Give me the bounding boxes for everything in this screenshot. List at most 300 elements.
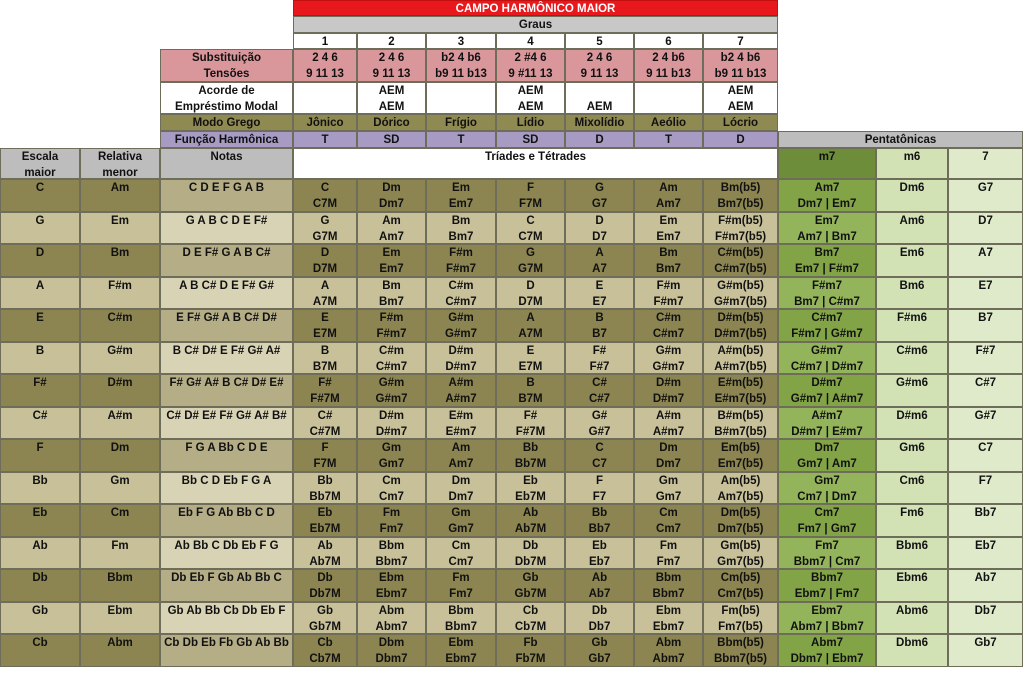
chord-cell bbox=[634, 472, 703, 504]
chord-cell bbox=[634, 244, 703, 277]
chord-cell bbox=[634, 407, 703, 439]
major-key-cell bbox=[0, 309, 80, 342]
chord-cell bbox=[496, 374, 565, 407]
pentatonic-m7-primary: Am7 bbox=[814, 182, 840, 194]
triad-text: A#m bbox=[656, 410, 681, 422]
tetrad-text: C#m7 bbox=[445, 296, 477, 308]
aem-text: AEM bbox=[727, 101, 754, 113]
pentatonic-m6-text: Am6 bbox=[899, 215, 925, 227]
pentatonic-m7-secondary: Em7 | F#m7 bbox=[795, 263, 859, 275]
degree-number bbox=[565, 33, 634, 49]
pentatonic-m7-primary: G#m7 bbox=[811, 345, 843, 357]
triad-text: G#m bbox=[448, 312, 474, 324]
pentatonic-m7-cell bbox=[778, 537, 876, 569]
pentatonic-m7-cell bbox=[778, 244, 876, 277]
triad-text: Ab bbox=[522, 507, 539, 519]
aem-cell bbox=[293, 82, 357, 114]
pentatonic-m7-secondary: Bm7 | C#m7 bbox=[794, 296, 860, 308]
chord-cell bbox=[426, 212, 496, 244]
chord-cell bbox=[565, 277, 634, 309]
tetrad-text: Ebm7 bbox=[445, 653, 477, 665]
chord-cell bbox=[565, 374, 634, 407]
header-triads-text: Tríades e Tétrades bbox=[485, 151, 586, 163]
pentatonic-m7-secondary: F#m7 | G#m7 bbox=[791, 328, 863, 340]
tetrad-text: Dm7 bbox=[379, 198, 404, 210]
pentatonic-seven-text: G#7 bbox=[974, 410, 997, 422]
triad-text: Cb bbox=[522, 605, 539, 617]
chord-cell bbox=[426, 537, 496, 569]
tetrad-text: Abm7 bbox=[652, 653, 685, 665]
chord-cell bbox=[565, 342, 634, 374]
triad-text: B bbox=[595, 312, 604, 324]
triad-text: Gb bbox=[591, 637, 608, 649]
pentatonic-m7-cell bbox=[778, 309, 876, 342]
scale-notes-cell bbox=[160, 634, 293, 667]
triad-text: C#m bbox=[656, 312, 681, 324]
tetrad-text: B7M bbox=[312, 361, 338, 373]
substitution-text: b2 4 b6 bbox=[720, 52, 761, 64]
tetrad-text: D#m7 bbox=[652, 393, 685, 405]
tetrad-text: Cm7(b5) bbox=[717, 588, 764, 600]
tetrad-text: A7 bbox=[592, 263, 607, 275]
header-notes-text: Notas bbox=[210, 151, 243, 163]
chord-cell bbox=[703, 407, 778, 439]
scale-notes-cell bbox=[160, 504, 293, 537]
tetrad-text: Em7 bbox=[448, 198, 474, 210]
pentatonic-seven-cell bbox=[948, 634, 1023, 667]
major-key-text: G bbox=[35, 215, 45, 227]
triad-text: G# bbox=[591, 410, 608, 422]
triad-text: Am bbox=[659, 182, 678, 194]
triad-text: A#m(b5) bbox=[717, 345, 764, 357]
tetrad-text: A7M bbox=[312, 296, 338, 308]
tetrad-text: E#m7 bbox=[445, 426, 477, 438]
tetrad-text: D#m7 bbox=[445, 361, 477, 373]
pentatonic-m7-secondary: Am7 | Bm7 bbox=[797, 231, 857, 243]
degree-number bbox=[357, 33, 426, 49]
chord-cell bbox=[634, 602, 703, 634]
triad-text: Gm bbox=[451, 507, 471, 519]
triad-text: C bbox=[320, 182, 330, 194]
tetrad-text: F#m7(b5) bbox=[714, 231, 767, 243]
chord-cell bbox=[703, 504, 778, 537]
tetrad-text: G#m7(b5) bbox=[713, 296, 768, 308]
chord-cell bbox=[703, 244, 778, 277]
chord-cell bbox=[634, 309, 703, 342]
pentatonic-m7-cell bbox=[778, 569, 876, 602]
tetrad-text: Am7(b5) bbox=[717, 491, 764, 503]
chord-cell bbox=[634, 342, 703, 374]
chord-cell bbox=[293, 179, 357, 212]
pentatonic-seven-cell bbox=[948, 309, 1023, 342]
chord-cell bbox=[703, 374, 778, 407]
tetrad-text: G#m7 bbox=[445, 328, 477, 340]
major-key-cell bbox=[0, 472, 80, 504]
pentatonic-m7-cell bbox=[778, 342, 876, 374]
greek-mode-text: Jônico bbox=[306, 117, 344, 129]
chord-cell bbox=[703, 277, 778, 309]
triad-text: Em bbox=[452, 182, 470, 194]
chord-cell bbox=[357, 244, 426, 277]
chord-cell bbox=[634, 634, 703, 667]
subst-tensoes-cell bbox=[293, 49, 357, 82]
pentatonic-seven-cell bbox=[948, 537, 1023, 569]
tetrad-text: Gb7 bbox=[588, 653, 611, 665]
chord-cell bbox=[357, 407, 426, 439]
chord-cell bbox=[426, 504, 496, 537]
pentatonic-seven-text: Db7 bbox=[974, 605, 997, 617]
aem-text bbox=[427, 83, 495, 99]
major-key-text: D bbox=[35, 247, 45, 259]
triad-text: Bbm bbox=[448, 605, 474, 617]
triad-text: E bbox=[321, 312, 329, 324]
major-key-text: Ab bbox=[32, 540, 48, 552]
triad-text: Gb bbox=[317, 605, 333, 617]
greek-mode-text: Mixolídio bbox=[574, 117, 625, 129]
tetrad-text: Bb7M bbox=[309, 491, 341, 503]
pentatonic-m6-cell bbox=[876, 439, 948, 472]
tetrad-text: G#7 bbox=[588, 426, 611, 438]
greek-mode-cell bbox=[703, 114, 778, 131]
triad-text: E bbox=[595, 280, 604, 292]
pentatonic-m6-text: Dbm6 bbox=[896, 637, 928, 649]
degree-number-text: 4 bbox=[527, 36, 534, 48]
triad-text: B bbox=[526, 377, 535, 389]
chord-cell bbox=[565, 569, 634, 602]
chord-cell bbox=[293, 569, 357, 602]
triad-text: G bbox=[595, 182, 604, 194]
aem-text: AEM bbox=[378, 85, 405, 97]
triad-text: Bb bbox=[522, 442, 539, 454]
pentatonic-m6-text: Gm6 bbox=[899, 442, 925, 454]
relative-minor-text: Am bbox=[110, 182, 130, 194]
tetrad-text: F7 bbox=[592, 491, 607, 503]
relative-minor-cell bbox=[80, 407, 160, 439]
relative-minor-text: Ebm bbox=[107, 605, 133, 617]
scale-notes-cell bbox=[160, 309, 293, 342]
scale-notes-text: B C# D# E F# G# A# bbox=[172, 345, 281, 357]
graus-header bbox=[293, 16, 778, 33]
subst-tensoes-label bbox=[160, 49, 293, 82]
tetrad-text: Bm7(b5) bbox=[717, 198, 764, 210]
pentatonic-m7-primary: Cm7 bbox=[814, 507, 840, 519]
triad-text: C bbox=[526, 215, 535, 227]
relative-minor-cell bbox=[80, 374, 160, 407]
major-key-cell bbox=[0, 569, 80, 602]
pentatonic-m6-text: G#m6 bbox=[896, 377, 928, 389]
tetrad-text: Fm7 bbox=[379, 523, 404, 535]
relative-minor-cell bbox=[80, 504, 160, 537]
pentatonic-m6-cell bbox=[876, 179, 948, 212]
aem-cell bbox=[634, 82, 703, 114]
pentatonic-m6-cell bbox=[876, 634, 948, 667]
major-key-cell bbox=[0, 439, 80, 472]
triad-text: F#m bbox=[449, 247, 473, 259]
pentatonic-seven-text: D7 bbox=[978, 215, 993, 227]
relative-minor-cell bbox=[80, 634, 160, 667]
triad-text: Ab bbox=[317, 540, 333, 552]
tetrad-text: Em7(b5) bbox=[717, 458, 764, 470]
chord-cell bbox=[565, 244, 634, 277]
tetrad-text: C#7 bbox=[588, 393, 611, 405]
greek-mode-text: Lídio bbox=[516, 117, 545, 129]
triad-text: G#m bbox=[655, 345, 682, 357]
triad-text: Dbm bbox=[378, 637, 405, 649]
chord-cell bbox=[357, 309, 426, 342]
header-notes bbox=[160, 148, 293, 179]
chord-cell bbox=[357, 439, 426, 472]
pentatonic-m6-cell bbox=[876, 244, 948, 277]
aem-cell bbox=[357, 82, 426, 114]
triad-text: Cm bbox=[382, 475, 401, 487]
chord-cell bbox=[703, 212, 778, 244]
triad-text: F#m bbox=[656, 280, 681, 292]
triad-text: Dm bbox=[382, 182, 401, 194]
chord-cell bbox=[703, 602, 778, 634]
tetrad-text: C7M bbox=[312, 198, 338, 210]
triad-text: D bbox=[320, 247, 330, 259]
chord-cell bbox=[703, 309, 778, 342]
pentatonic-m7-primary: A#m7 bbox=[811, 410, 843, 422]
chord-cell bbox=[703, 179, 778, 212]
tetrad-text: Fm7 bbox=[449, 588, 473, 600]
major-key-text: Eb bbox=[32, 507, 48, 519]
major-key-cell bbox=[0, 374, 80, 407]
chord-cell bbox=[634, 179, 703, 212]
relative-minor-cell bbox=[80, 309, 160, 342]
header-major-scale-1: Escala bbox=[21, 151, 59, 163]
chord-cell bbox=[565, 212, 634, 244]
triad-text: Gm bbox=[381, 442, 402, 454]
aem-cell bbox=[703, 82, 778, 114]
tetrad-text: A#m7 bbox=[445, 393, 477, 405]
pentatonic-m7-cell bbox=[778, 634, 876, 667]
tetrad-text: B#m7(b5) bbox=[714, 426, 767, 438]
triad-text: G bbox=[526, 247, 535, 259]
tetrad-text: Bbm7 bbox=[445, 621, 477, 633]
pentatonic-m6-cell bbox=[876, 602, 948, 634]
chord-cell bbox=[634, 569, 703, 602]
triad-text: F#m(b5) bbox=[718, 215, 763, 227]
triad-text: Dm(b5) bbox=[720, 507, 761, 519]
chord-cell bbox=[496, 342, 565, 374]
pentatonic-m6-cell bbox=[876, 504, 948, 537]
major-key-cell bbox=[0, 179, 80, 212]
pentatonic-m7-primary: F#m7 bbox=[811, 280, 843, 292]
triad-text: D bbox=[595, 215, 604, 227]
greek-mode-cell bbox=[496, 114, 565, 131]
major-key-cell bbox=[0, 407, 80, 439]
pentatonic-m7-cell bbox=[778, 504, 876, 537]
chord-cell bbox=[496, 179, 565, 212]
harmonic-function-cell bbox=[426, 131, 496, 148]
major-key-cell bbox=[0, 504, 80, 537]
pentatonic-seven-cell bbox=[948, 374, 1023, 407]
tetrad-text: C#7M bbox=[309, 426, 341, 438]
tension-text: 9 11 13 bbox=[372, 68, 411, 80]
pentatonic-seven-text: A7 bbox=[978, 247, 993, 259]
chord-cell bbox=[293, 407, 357, 439]
triad-text: F# bbox=[318, 377, 332, 389]
pentatonic-seven-cell bbox=[948, 602, 1023, 634]
scale-notes-text: Ab Bb C Db Eb F G bbox=[174, 540, 279, 552]
triad-text: G#m bbox=[378, 377, 405, 389]
chord-cell bbox=[496, 602, 565, 634]
tetrad-text: C7M bbox=[518, 231, 543, 243]
aem-text bbox=[566, 83, 633, 99]
chord-cell bbox=[496, 537, 565, 569]
relative-minor-text: Gm bbox=[110, 475, 130, 487]
scale-notes-text: Cb Db Eb Fb Gb Ab Bb bbox=[164, 637, 289, 649]
tetrad-text: Eb7 bbox=[588, 556, 611, 568]
pentatonic-m7-cell bbox=[778, 374, 876, 407]
pentatonic-m6-cell bbox=[876, 569, 948, 602]
triad-text: Bb bbox=[317, 475, 333, 487]
pentatonic-m7-secondary: Fm7 | Gm7 bbox=[797, 523, 857, 535]
chord-cell bbox=[496, 244, 565, 277]
header-relative-minor bbox=[80, 148, 160, 179]
scale-notes-cell bbox=[160, 407, 293, 439]
harmonic-function-text: SD bbox=[522, 134, 539, 146]
tetrad-text: Gm7(b5) bbox=[717, 556, 764, 568]
modal-borrowing-label-2: Empréstimo Modal bbox=[175, 101, 278, 113]
tetrad-text: Bm7 bbox=[448, 231, 474, 243]
chord-cell bbox=[634, 439, 703, 472]
tetrad-text: Am7 bbox=[379, 231, 404, 243]
chord-cell bbox=[426, 439, 496, 472]
chord-cell bbox=[293, 342, 357, 374]
chord-cell bbox=[703, 439, 778, 472]
scale-notes-text: C D E F G A B bbox=[188, 182, 265, 194]
chord-cell bbox=[293, 212, 357, 244]
triad-text: A bbox=[595, 247, 604, 259]
relative-minor-cell bbox=[80, 537, 160, 569]
pentatonic-m6-text: Em6 bbox=[899, 247, 925, 259]
pentatonic-seven-cell bbox=[948, 342, 1023, 374]
chord-cell bbox=[293, 309, 357, 342]
chord-cell bbox=[357, 472, 426, 504]
chord-cell bbox=[357, 504, 426, 537]
chord-cell bbox=[293, 277, 357, 309]
harmonic-function-cell bbox=[634, 131, 703, 148]
scale-notes-text: Gb Ab Bb Cb Db Eb F bbox=[167, 605, 286, 617]
chord-cell bbox=[565, 179, 634, 212]
tetrad-text: F#m7 bbox=[445, 263, 477, 275]
triad-text: Bm bbox=[659, 247, 678, 259]
triad-text: E#m bbox=[448, 410, 474, 422]
harmonic-function-text: SD bbox=[383, 134, 400, 146]
triad-text: Eb bbox=[592, 540, 607, 552]
pentatonic-m7-primary: Gm7 bbox=[814, 475, 840, 487]
pentatonic-m7-cell bbox=[778, 407, 876, 439]
tetrad-text: E7M bbox=[518, 361, 543, 373]
scale-notes-cell bbox=[160, 472, 293, 504]
triad-text: Ebm bbox=[448, 637, 474, 649]
tension-text: b9 11 b13 bbox=[714, 68, 767, 80]
tetrad-text: D7 bbox=[592, 231, 607, 243]
chord-cell bbox=[565, 407, 634, 439]
greek-mode-label bbox=[160, 114, 293, 131]
tetrad-text: F#m7 bbox=[376, 328, 407, 340]
triad-text: Cm bbox=[659, 507, 678, 519]
relative-minor-text: D#m bbox=[107, 377, 133, 389]
chord-cell bbox=[496, 569, 565, 602]
pentatonic-m7-primary: Dm7 bbox=[814, 442, 840, 454]
chord-cell bbox=[703, 472, 778, 504]
relative-minor-text: Bm bbox=[110, 247, 130, 259]
tetrad-text: A#m7(b5) bbox=[714, 361, 767, 373]
tetrad-text: Bm7 bbox=[656, 263, 681, 275]
graus-label: Graus bbox=[518, 19, 553, 31]
scale-notes-text: G A B C D E F# bbox=[185, 215, 268, 227]
triad-text: F# bbox=[592, 345, 607, 357]
tetrad-text: C#m7 bbox=[375, 361, 408, 373]
header-m6 bbox=[876, 148, 948, 179]
tetrad-text: Cb7M bbox=[514, 621, 547, 633]
triad-text: E#m(b5) bbox=[717, 377, 764, 389]
triad-text: Cm bbox=[451, 540, 471, 552]
chord-cell bbox=[496, 407, 565, 439]
pentatonic-seven-text: G7 bbox=[977, 182, 994, 194]
chord-cell bbox=[426, 309, 496, 342]
header-major-scale-2: maior bbox=[24, 167, 56, 179]
tetrad-text: Db7M bbox=[514, 556, 547, 568]
chord-cell bbox=[426, 179, 496, 212]
scale-notes-text: Bb C D Eb F G A bbox=[181, 475, 272, 487]
pentatonic-m7-secondary: Cm7 | Dm7 bbox=[797, 491, 857, 503]
aem-text: AEM bbox=[727, 85, 754, 97]
major-key-cell bbox=[0, 244, 80, 277]
tetrad-text: Fm7(b5) bbox=[718, 621, 763, 633]
scale-notes-text: D E F# G A B C# bbox=[182, 247, 271, 259]
pentatonic-m6-text: Abm6 bbox=[896, 605, 928, 617]
subst-tensoes-cell bbox=[496, 49, 565, 82]
chord-cell bbox=[634, 212, 703, 244]
scale-notes-text: E F# G# A B C# D# bbox=[176, 312, 277, 324]
major-key-text: C bbox=[35, 182, 45, 194]
tetrad-text: F#7M bbox=[310, 393, 340, 405]
triad-text: A bbox=[320, 280, 330, 292]
triad-text: G#m(b5) bbox=[717, 280, 764, 292]
chord-cell bbox=[634, 277, 703, 309]
tension-text: 9 11 13 bbox=[580, 68, 619, 80]
tetrad-text: Dbm7 bbox=[375, 653, 408, 665]
scale-notes-text: A B C# D E F# G# bbox=[179, 280, 274, 292]
harmonic-function-text: T bbox=[457, 134, 465, 146]
tetrad-text: Em7 bbox=[379, 263, 404, 275]
pentatonic-m6-cell bbox=[876, 342, 948, 374]
scale-notes-text: C# D# E# F# G# A# B# bbox=[166, 410, 287, 422]
chord-cell bbox=[703, 537, 778, 569]
tetrad-text: D7M bbox=[312, 263, 338, 275]
triad-text: C# bbox=[592, 377, 607, 389]
triad-text: Ebm bbox=[656, 605, 681, 617]
greek-mode-text: Aeólio bbox=[650, 117, 687, 129]
aem-text: AEM bbox=[378, 101, 405, 113]
triad-text: Gb bbox=[522, 572, 539, 584]
triad-text: A#m bbox=[448, 377, 474, 389]
major-key-cell bbox=[0, 342, 80, 374]
substitution-text: 2 4 6 bbox=[312, 52, 338, 64]
relative-minor-text: Em bbox=[111, 215, 129, 227]
relative-minor-cell bbox=[80, 212, 160, 244]
header-m7 bbox=[778, 148, 876, 179]
chord-cell bbox=[426, 342, 496, 374]
tetrad-text: Db7M bbox=[309, 588, 341, 600]
pentatonic-m7-cell bbox=[778, 277, 876, 309]
greek-mode-text: Lócrio bbox=[722, 117, 759, 129]
greek-mode-text: Dórico bbox=[373, 117, 410, 129]
